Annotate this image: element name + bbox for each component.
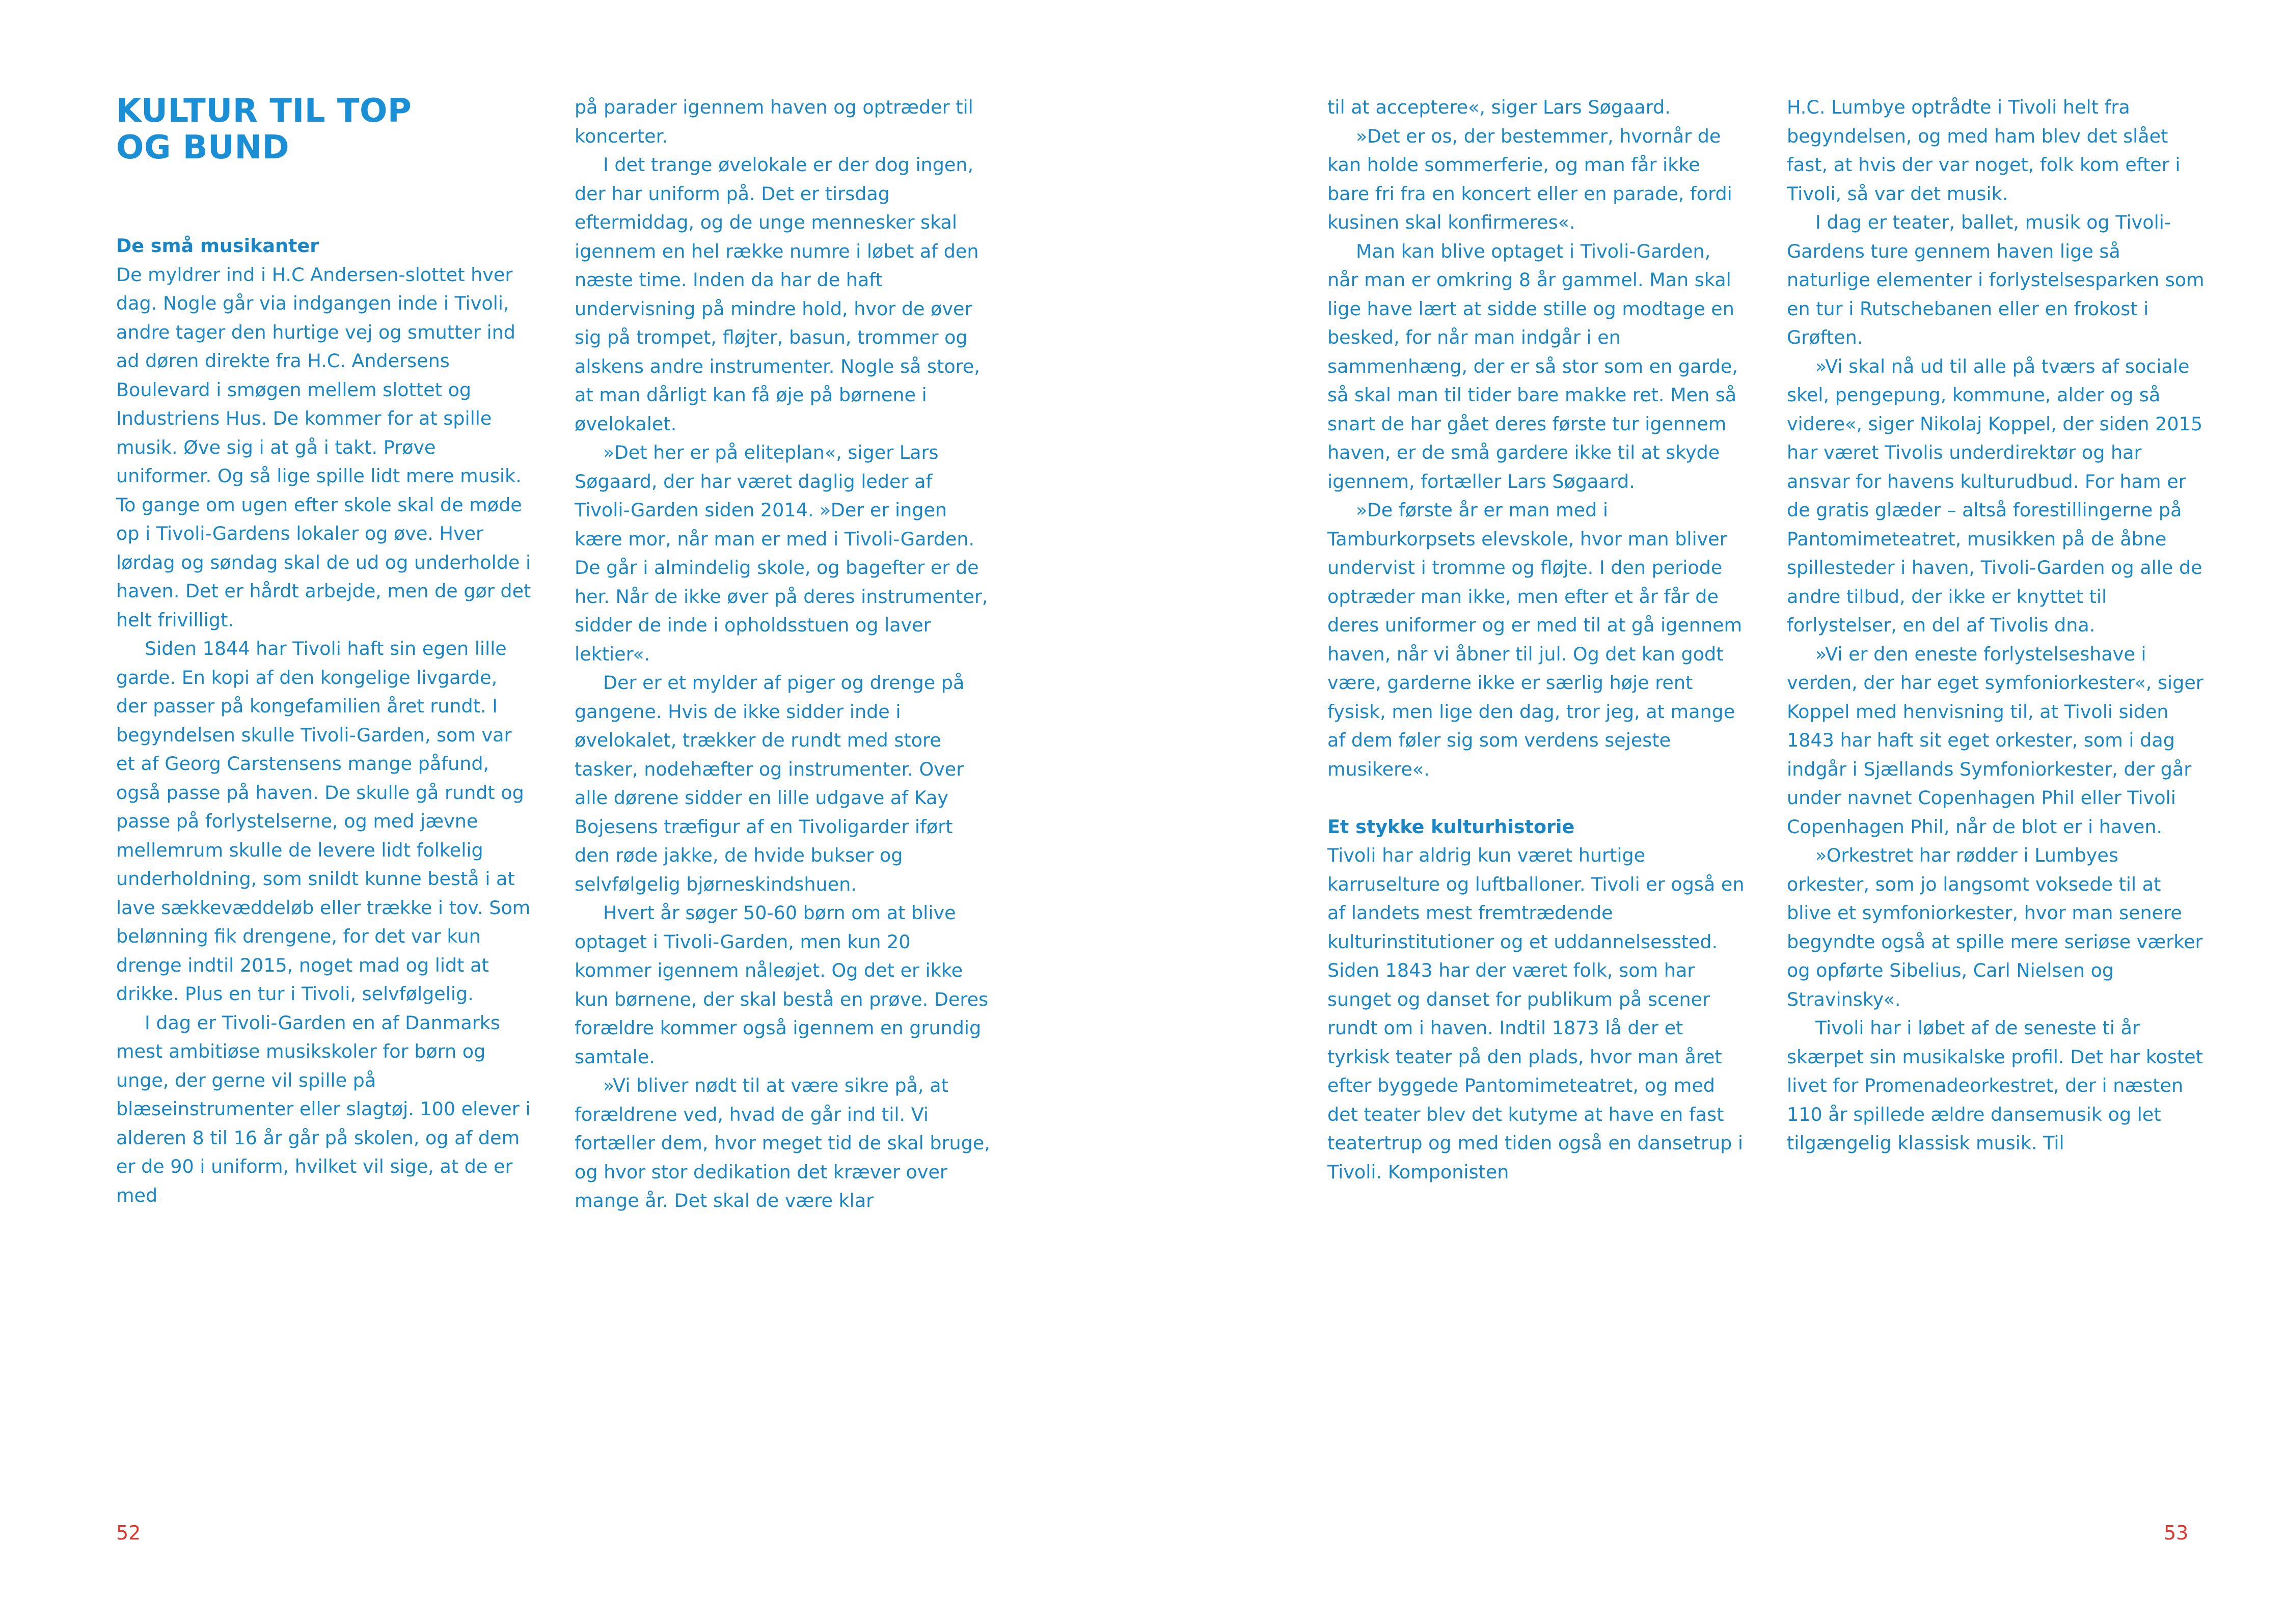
paragraph: H.C. Lumbye optrådte i Tivoli helt fra begyndelsen, og med ham blev det slået fast, at hvis der var noget, folk kom efter i Tivoli, så var det musik.: [1787, 96, 2181, 205]
paragraph: til at acceptere«, siger Lars Søgaard.: [1327, 96, 1671, 118]
paragraph: på parader igennem haven og optræder til koncerter.: [575, 96, 973, 147]
paragraph: Man kan blive optaget i Tivoli-Garden, når man er omkring 8 år gammel. Man skal lige have lært at sidde stille og modtage en besked, for når man indgår i en sammenhæng, der er så stor som en garde, så skal man til tider bare makke ret. Men så snart de har gået deres første tur igennem haven, er de små gardere ikke til at skyde igennem, fortæller Lars Søgaard.: [1327, 240, 1738, 492]
paragraph: Tivoli har i løbet af de seneste ti år skærpet sin musikalske profil. Det har kostet livet for Promenadeorkestret, der i næsten 110 år spillede ældre dansemusik og let tilgængelig klassisk musik. Til: [1787, 1017, 2203, 1154]
page-number-left: 52: [116, 1522, 141, 1544]
subheading-kulturhistorie: Et stykke kulturhistorie: [1327, 815, 1575, 838]
paragraph: I dag er teater, ballet, musik og Tivoli-Gardens ture gennem haven lige så naturlige elementer i forlystelsesparken som en tur i Rutschebanen eller en frokost i Grøften.: [1787, 211, 2205, 348]
paragraph: Der er et mylder af piger og drenge på gangene. Hvis de ikke sidder inde i øvelokalet, trækker de rundt med store tasker, nodehæfter og instrumenter. Over alle dørene sidder en lille udgave af Kay Bojesens træfigur af en Tivoligarder iført den røde jakke, de hvide bukser og selvfølgelig bjørneskindshuen.: [575, 672, 965, 895]
paragraph: »Det her er på eliteplan«, siger Lars Søgaard, der har været daglig leder af Tivoli-Garden siden 2014. »Der er ingen kære mor, når man er med i Tivoli-Garden. De går i almindelig skole, og bagefter er de her. Når de ikke øver på deres instrumenter, sidder de inde i opholdsstuen og laver lektier«.: [575, 442, 988, 665]
article-title: [116, 93, 534, 166]
title-line-1: KULTUR TIL TOP: [116, 92, 412, 130]
column-4: [1787, 93, 2205, 1158]
title-line-2: OG BUND: [116, 129, 290, 167]
paragraph: I dag er Tivoli-Garden en af Danmarks mest ambitiøse musikskoler for børn og unge, der gerne vil spille på blæseinstrumenter eller slagtøj. 100 elever i alderen 8 til 16 år går på skolen, og af dem er de 90 i uniform, hvilket vil sige, at de er med: [116, 1011, 531, 1206]
section-gap: [1327, 784, 1745, 813]
right-page: [1143, 0, 2286, 1624]
paragraph: »Vi skal nå ud til alle på tværs af sociale skel, pengepung, kommune, alder og så videre«, siger Nikolaj Koppel, der siden 2015 har været Tivolis underdirektør og har ansvar for havens kulturudbud. For ham er de gratis glæder – altså forestillingerne på Pantomimeteatret, musikken på de åbne spillesteder i haven, Tivoli-Garden og alle de andre tilbud, der ikke er knyttet til forlystelser, en del af Tivolis dna.: [1787, 355, 2203, 636]
paragraph: »Det er os, der bestemmer, hvornår de kan holde sommerferie, og man får ikke bare fri fra en koncert eller en parade, fordi kusinen skal konfirmeres«.: [1327, 125, 1732, 233]
column-3: [1327, 93, 1745, 1187]
paragraph: »De første år er man med i Tamburkorpsets elevskole, hvor man bliver undervist i tromme og fløjte. I den periode optræder man ikke, men efter et år får de deres uniformer og er med til at gå igennem haven, når vi åbner til jul. Og det kan godt være, garderne ikke er særlig høje rent fysisk, men lige den dag, tror jeg, at mange af dem føler sig som verdens sejeste musikere«.: [1327, 499, 1743, 780]
paragraph: »Vi er den eneste forlystelseshave i verden, der har eget symfoniorkester«, siger Koppel med henvisning til, at Tivoli siden 1843 har haft sit eget orkester, som i dag indgår i Sjællands Symfoniorkester, der går under navnet Copenhagen Phil eller Tivoli Copenhagen Phil, når de blot er i haven.: [1787, 643, 2203, 838]
paragraph: De myldrer ind i H.C Andersen-slottet hver dag. Nogle går via indgangen inde i Tivoli, andre tager den hurtige vej og smutter ind ad døren direkte fra H.C. Andersens Boulevard i smøgen mellem slottet og Industriens Hus. De kommer for at spille musik. Øve sig i at gå i takt. Prøve uniformer. Og så lige spille lidt mere musik. To gange om ugen efter skole skal de møde op i Tivoli-Gardens lokaler og øve. Hver lørdag og søndag skal de ud og underholde i haven. Det er hårdt arbejde, men de gør det helt frivilligt.: [116, 263, 531, 631]
subheading-musikanter: De små musikanter: [116, 235, 319, 257]
column-2: [575, 93, 992, 1216]
column-1: [116, 232, 534, 1210]
paragraph: Siden 1844 har Tivoli haft sin egen lille garde. En kopi af den kongelige livgarde, der passer på kongefamilien året rundt. I begyndelsen skulle Tivoli-Garden, som var et af Georg Carstensens mange påfund, også passe på haven. De skulle gå rundt og passe på forlystelserne, og med jævne mellemrum skulle de levere lidt folkelig underholdning, som snildt kunne bestå i at lave sækkevæddeløb eller trække i tov. Som belønning fik drengene, for det var kun drenge indtil 2015, noget mad og lidt at drikke. Plus en tur i Tivoli, selvfølgelig.: [116, 638, 531, 1005]
page-number-right: 53: [2164, 1522, 2189, 1544]
paragraph: »Orkestret har rødder i Lumbyes orkester, som jo langsomt voksede til at blive et symfoniorkester, hvor man senere begyndte også at spille mere seriøse værker og opførte Sibelius, Carl Nielsen og Stravinsky«.: [1787, 844, 2203, 1010]
paragraph: »Vi bliver nødt til at være sikre på, at forældrene ved, hvad de går ind til. Vi fortæller dem, hvor meget tid de skal bruge, og hvor stor dedikation det kræver over mange år. Det skal de være klar: [575, 1075, 990, 1212]
paragraph: I det trange øvelokale er der dog ingen, der har uniform på. Det er tirsdag eftermiddag, og de unge mennesker skal igennem en hel række numre i løbet af den næste time. Inden da har de haft undervisning på mindre hold, hvor de øver sig på trompet, fløjter, basun, trommer og alskens andre instrumenter. Nogle så store, at man dårligt kan få øje på børnene i øvelokalet.: [575, 154, 980, 435]
paragraph: Hvert år søger 50-60 børn om at blive optaget i Tivoli-Garden, men kun 20 kommer igennem nåleøjet. Og det er ikke kun børnene, der skal bestå en prøve. Deres forældre kommer også igennem en grundig samtale.: [575, 902, 989, 1068]
paragraph: Tivoli har aldrig kun været hurtige karruselture og luftballoner. Tivoli er også en af landets mest fremtrædende kulturinstitutioner og et uddannelsessted. Siden 1843 har der været folk, som har sunget og danset for publikum på scener rundt om i haven. Indtil 1873 lå der et tyrkisk teater på den plads, hvor man året efter byggede Pantomimeteatret, og med det teater blev det kutyme at have en fast teatertrup og med tiden også en dansetrup i Tivoli. Komponisten: [1327, 844, 1745, 1183]
